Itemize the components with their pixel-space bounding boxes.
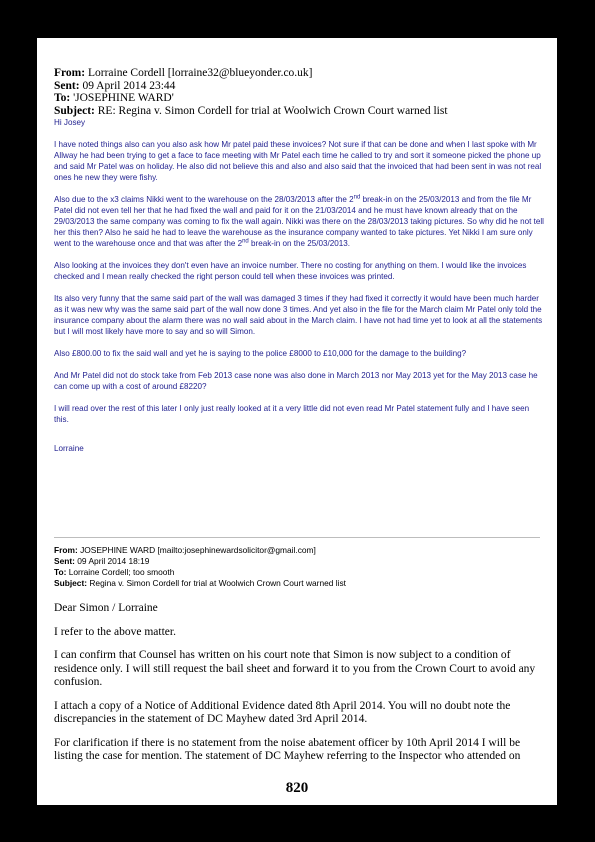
email-divider: [54, 537, 540, 538]
greeting: Hi Josey: [54, 118, 86, 127]
superscript: nd: [353, 194, 361, 201]
text-run: Also due to the x3 claims Nikki went to the warehouse on the 28/03/2013 after the 2: [54, 195, 354, 204]
from-label: From:: [54, 545, 78, 555]
subject-value: Regina v. Simon Cordell for trial at Woolwich Crown Court warned list: [89, 578, 346, 588]
sent-label: Sent:: [54, 79, 80, 92]
subject-label: Subject:: [54, 104, 95, 117]
email1-body: [54, 117, 544, 454]
paragraph: [54, 194, 544, 249]
paragraph: I refer to the above matter.: [54, 625, 176, 638]
text-run: break-in on the 25/03/2013.: [248, 239, 351, 248]
paragraph: For clarification if there is no statement from the noise abatement officer by 10th April 2014 I will be listing the case for mention. The statement of DC Mayhew referring to the Inspector who attended on: [54, 736, 521, 762]
subject-label: Subject:: [54, 578, 88, 588]
paragraph: I can confirm that Counsel has written on his court note that Simon is now subject to a condition of residence only. I will still request the bail sheet and forward it to you from the Crown Court to avoid any confusion.: [54, 649, 536, 688]
to-label: To:: [54, 92, 71, 104]
to-label: To:: [54, 567, 67, 577]
greeting: Dear Simon / Lorraine: [54, 602, 158, 614]
text-run: break-in on the 25/03/2013 and from the file Mr Patel did not even tell her that he had fixed the wall and paid for it on the 21/03/2014 and he must have known already that on the 29/03/2013 the same company was coming to fix the wall again. Nikki was there on the 28/03/2013 taking pictures. So why did he not tell her this then? Also he said he had to leave the warehouse as the insurance company wanted to take pictures. Yet Nikki I am sure only went to the warehouse once and that was after the 2: [54, 195, 544, 248]
from-value: JOSEPHINE WARD [mailto:josephinewardsolicitor@gmail.com]: [80, 545, 316, 555]
to-value: 'JOSEPHINE WARD': [73, 92, 174, 104]
email2-header: [54, 545, 544, 589]
subject-value: RE: Regina v. Simon Cordell for trial at Woolwich Crown Court warned list: [97, 104, 448, 117]
email1: [54, 67, 544, 465]
to-value: Lorraine Cordell; too smooth: [68, 567, 175, 577]
paragraph: Its also very funny that the same said part of the wall was damaged 3 times if they had fixed it correctly it would have been much harder as it was new why was the same said part of the wall now done 3 times. And yet also in the file for the March claim Mr Patel only told the insurance company about the alarm there was no wall said about in the March claim. I have not had time yet to look at all the statements but I will most likely have more to say and so will Simon.: [54, 294, 543, 336]
sent-label: Sent:: [54, 556, 75, 566]
paragraph: I will read over the rest of this later I only just really looked at it a very little did not even read Mr Patel statement fully and I have seen this.: [54, 404, 530, 424]
paragraph: Also £800.00 to fix the said wall and yet he is saying to the police £8000 to £10,000 for the damage to the building?: [54, 349, 467, 358]
email1-header: [54, 67, 544, 117]
paragraph: I attach a copy of a Notice of Additional Evidence dated 8th April 2014. You will no doubt note the discrepancies in the statement of DC Mayhew dated 3rd April 2014.: [54, 699, 511, 725]
paragraph: I have noted things also can you also ask how Mr patel paid these invoices? Not sure if that can be done and when I last spoke with Mr Allway he had been trying to get a face to face meeting with Mr Patel each time he called to try and sort it someone picked the phone up and said Mr Patel was on holiday. He also did not believe this and also and also said that the invoiced that had been sent in was not real ones he new they were fishy.: [54, 140, 542, 182]
signoff: Lorraine: [54, 444, 84, 453]
sent-value: 09 April 2014 23:44: [82, 79, 176, 92]
from-label: From:: [54, 67, 86, 79]
email2-body: [54, 602, 544, 774]
superscript: nd: [242, 238, 249, 245]
paragraph: And Mr Patel did not do stock take from Feb 2013 case none was also done in March 2013 nor May 2013 yet for the May 2013 case he can come up with a cost of around £8220?: [54, 371, 538, 391]
from-value: Lorraine Cordell [lorraine32@blueyonder.co.uk]: [87, 67, 313, 79]
paragraph: Also looking at the invoices they don't even have an invoice number. There no costing for anything on them. I would like the invoices checked and I mean really checked the right person could tell when these invoices was printed.: [54, 261, 527, 281]
sent-value: 09 April 2014 18:19: [77, 556, 150, 566]
document-page: [37, 38, 557, 805]
page-number: 820: [285, 780, 309, 796]
